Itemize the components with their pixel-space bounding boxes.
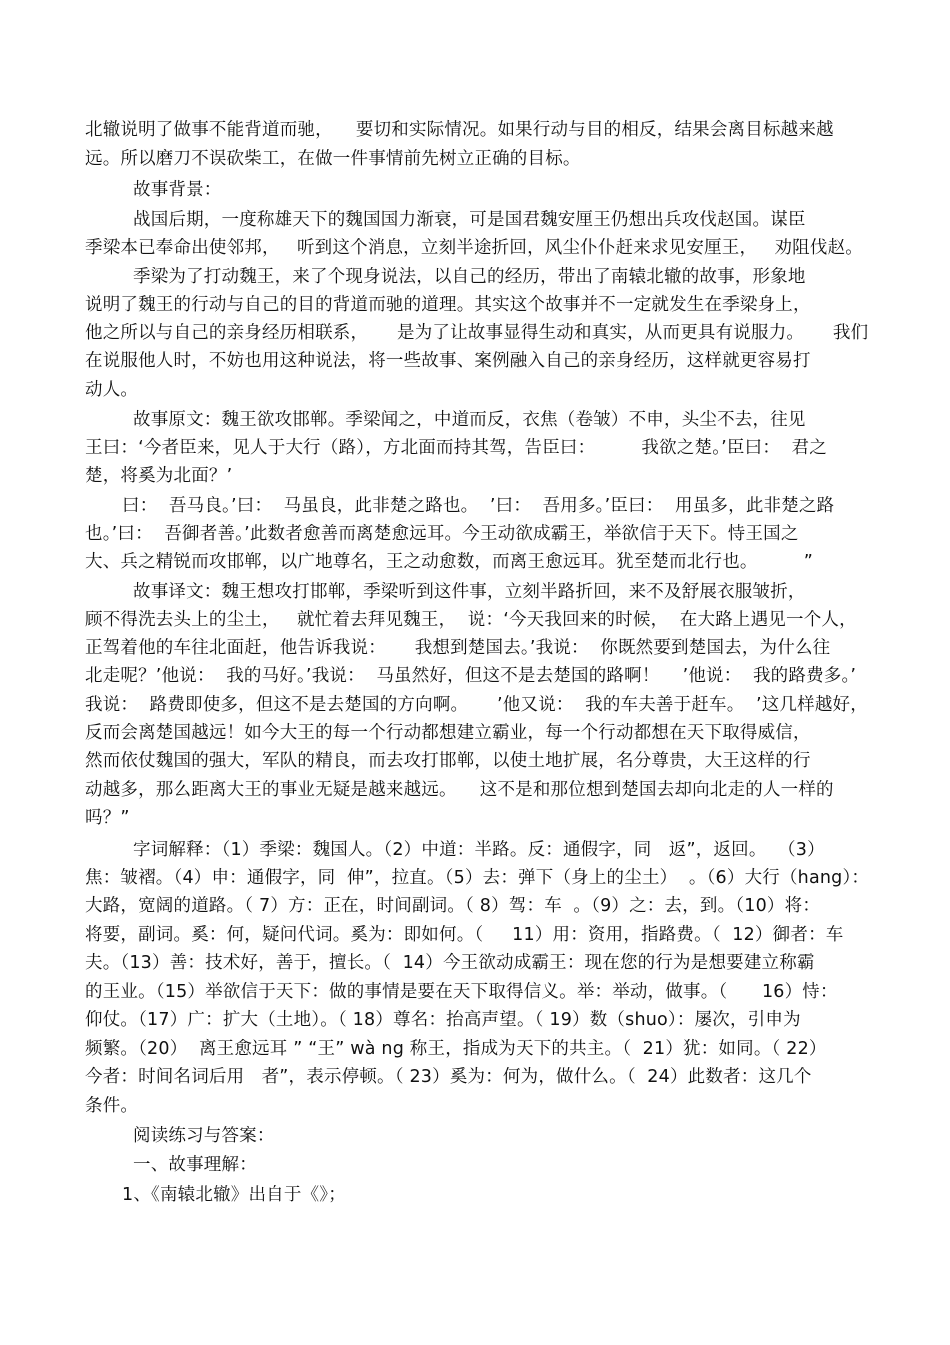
text-line: 字词解释：（1）季梁：魏国人。（2）中道：半路。反：通假字，同 返”，返回。 （3） <box>133 840 825 860</box>
text-line: 北走呢？’他说： 我的马好。’我说： 马虽然好，但这不是去楚国的路啊！ ’他说： 我的路费多。’ <box>85 666 857 686</box>
section-heading: 阅读练习与答案： <box>133 1126 275 1146</box>
text-line: 楚，将奚为北面？’ <box>85 466 233 486</box>
section-heading: 一、故事理解： <box>133 1155 257 1175</box>
text-line: 动越多，那么距离大王的事业无疑是越来越远。 这不是和那位想到楚国去却向北走的人一样的 <box>85 780 834 800</box>
text-line: 王曰：‘今者臣来，见人于大行（路），方北面而持其驾，告臣曰： 我欲之楚。’臣曰： 君之 <box>85 438 827 458</box>
text-line: 反而会离楚国越远！如今大王的每一个行动都想建立霸业，每一个行动都想在天下取得威信， <box>85 723 811 743</box>
text-line: 将要，副词。奚：何，疑问代词。奚为：即如何。（ 11）用：资用，指路费。（ 12）御者：车 <box>85 925 844 945</box>
text-line: 仰仗。（17）广：扩大（土地）。（ 18）尊名：抬高声望。（ 19）数（shuo）：屡次，引申为 <box>85 1010 801 1030</box>
text-line: 大、兵之精锐而攻邯郸，以广地尊名，王之动愈数，而离王愈远耳。犹至楚而北行也。 ” <box>85 552 813 572</box>
text-line: 季梁本已奉命出使邻邦， 听到这个消息，立刻半途折回，风尘仆仆赶来求见安厘王， 劝阻伐赵。 <box>85 238 863 258</box>
text-line: 季梁为了打动魏王，来了个现身说法，以自己的经历，带出了南辕北辙的故事，形象地 <box>133 267 806 287</box>
text-line: 曰： 吾马良。’曰： 马虽良，此非楚之路也。 ’曰： 吾用多。’臣曰： 用虽多，此非楚之路 <box>122 496 835 516</box>
text-line: 北辙说明了做事不能背道而驰， 要切和实际情况。如果行动与目的相反，结果会离目标越来越 <box>85 120 834 140</box>
text-line: 今者：时间名词后用 者”，表示停顿。（ 23）奚为：何为，做什么。（ 24）此数者：这几个 <box>85 1067 812 1087</box>
text-line: 战国后期，一度称雄天下的魏国国力渐衰，可是国君魏安厘王仍想出兵攻伐赵国。谋臣 <box>133 210 806 230</box>
text-line: 在说服他人时，不妨也用这种说法，将一些故事、案例融入自己的亲身经历，这样就更容易打 <box>85 351 811 371</box>
section-heading: 故事背景： <box>133 180 222 200</box>
text-line: 也。’曰： 吾御者善。’此数者愈善而离楚愈远耳。今王动欲成霸王，举欲信于天下。恃王国之 <box>85 524 799 544</box>
text-line: 远。所以磨刀不误砍柴工，在做一件事情前先树立正确的目标。 <box>85 149 581 169</box>
text-line: 说明了魏王的行动与自己的目的背道而驰的道理。其实这个故事并不一定就发生在季梁身上， <box>85 295 811 315</box>
text-line: 频繁。（20） 离王愈远耳 ” “王” wà ng 称王，指成为天下的共主。（ 21）犹：如同。（ 22） <box>85 1039 827 1059</box>
text-line: 故事译文：魏王想攻打邯郸，季梁听到这件事，立刻半路折回，来不及舒展衣服皱折， <box>133 582 806 602</box>
text-line: 动人。 <box>85 380 139 400</box>
text-line: 焦：皱褶。（4）申：通假字，同 伸”，拉直。（5）去：弹下（身上的尘土） 。（6）大行（hang）： <box>85 868 870 888</box>
text-line: 然而依仗魏国的强大，军队的精良，而去攻打邯郸，以使土地扩展，名分尊贵，大王这样的行 <box>85 751 811 771</box>
text-line: 的王业。（15）举欲信于天下：做的事情是要在天下取得信义。举：举动，做事。（ 16）恃： <box>85 982 838 1002</box>
text-line: 正驾着他的车往北面赶，他告诉我说： 我想到楚国去。’我说： 你既然要到楚国去，为什么往 <box>85 638 831 658</box>
question-item: 1、《南辕北辙》出自于《》； <box>122 1185 346 1205</box>
text-line: 大路，宽阔的道路。（ 7）方：正在，时间副词。（ 8）驾：车 。（9）之：去，到。（10）将： <box>85 896 821 916</box>
text-line: 故事原文：魏王欲攻邯郸。季梁闻之，中道而反，衣焦（卷皱）不申，头尘不去，往见 <box>133 410 806 430</box>
text-line: 顾不得洗去头上的尘土， 就忙着去拜见魏王， 说：‘今天我回来的时候， 在大路上遇见一个人， <box>85 610 857 630</box>
text-line: 他之所以与自己的亲身经历相联系， 是为了让故事显得生动和真实，从而更具有说服力。 我们 <box>85 323 869 343</box>
text-line: 吗？” <box>85 808 130 828</box>
text-line: 夫。（13）善：技术好，善于，擅长。（ 14）今王欲动成霸王：现在您的行为是想要建立称霸 <box>85 953 815 973</box>
text-line: 我说： 路费即使多，但这不是去楚国的方向啊。 ’他又说： 我的车夫善于赶车。 ’这几样越好， <box>85 695 868 715</box>
text-line: 条件。 <box>85 1096 139 1116</box>
